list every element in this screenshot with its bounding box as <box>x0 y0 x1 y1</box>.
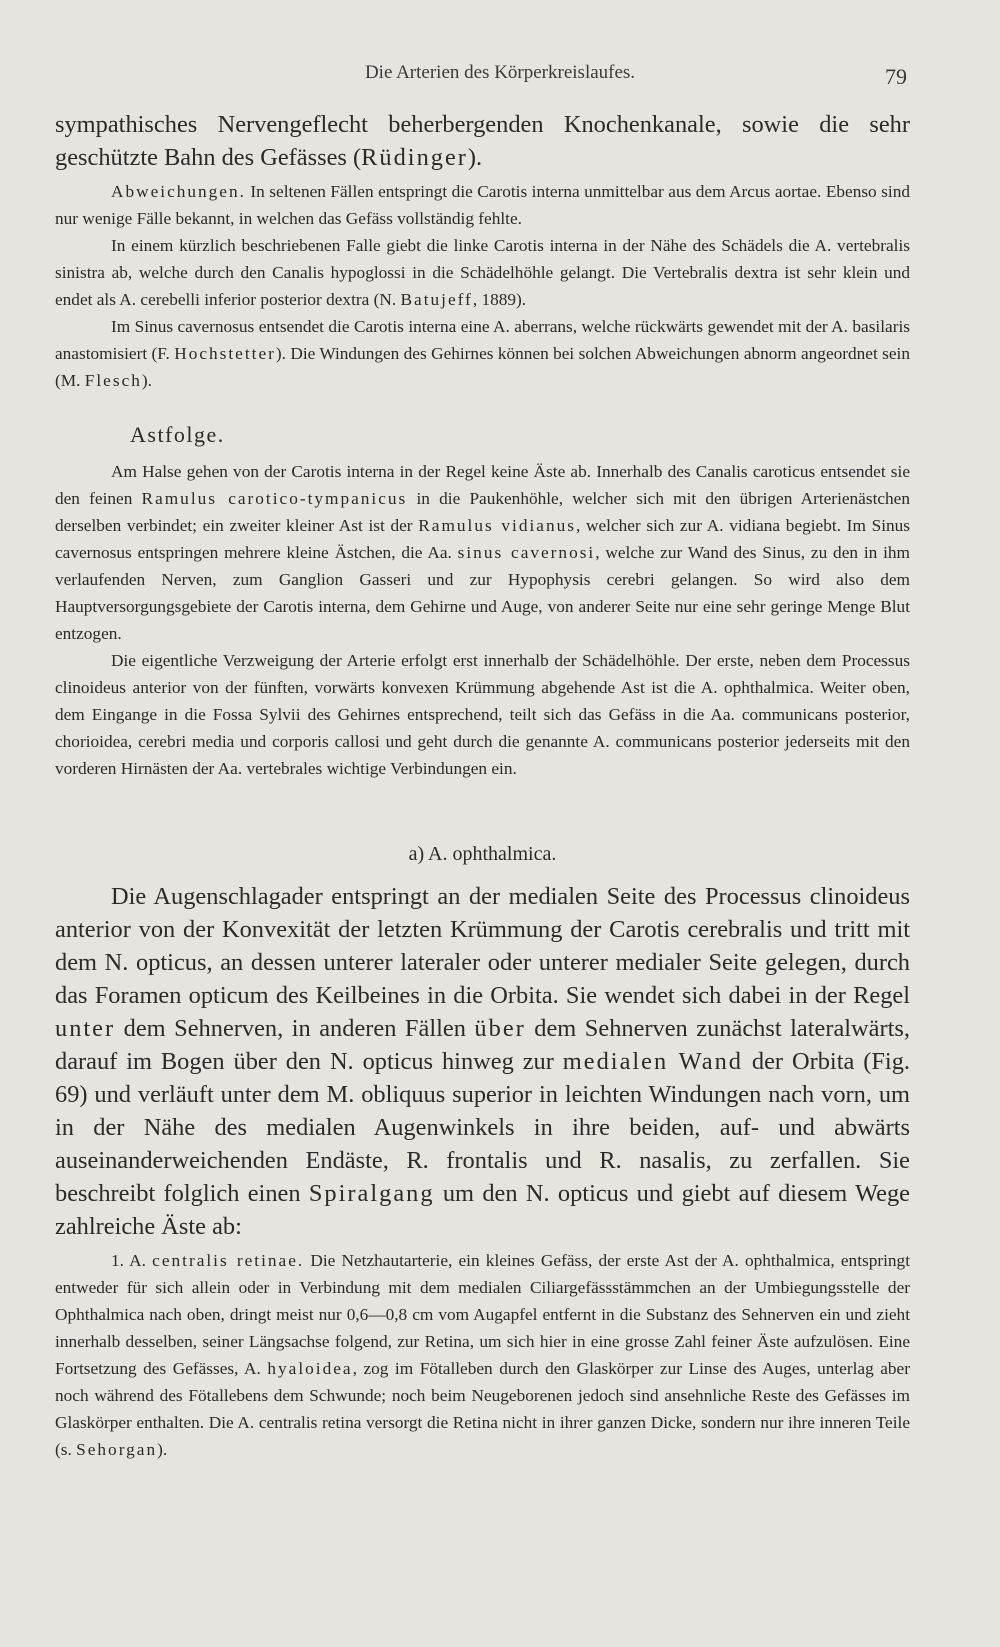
astfolge-term-2: Ramulus vidianus <box>418 516 576 535</box>
abweichungen-paragraph-2 <box>55 232 910 313</box>
astfolge-p1-b: in die Paukenhöhle, welcher sich mit den übrigen Arterienästchen derselben verbindet; ein zweiter kleiner Ast ist der <box>55 489 910 535</box>
item-1-number: 1. A. <box>111 1251 146 1270</box>
intro-end: ). <box>467 144 483 171</box>
intro-block <box>55 108 910 174</box>
item-1-term: centralis retinae. <box>152 1251 305 1270</box>
astfolge-term-3: sinus cavernosi <box>457 543 596 562</box>
astfolge-paragraph-2: Die eigentliche Verzweigung der Arterie erfolgt erst innerhalb der Schädelhöhle. Der erste, neben dem Processus clinoideus anterior von der fünften, vorwärts konvexen Krümmung abgehende Ast ist die A. ophthalmica. Weiter oben, dem Eingange in die Fossa Sylvii des Gehirnes entsprechend, teilt sich das Gefäss in die Aa. communicans posterior, chorioidea, cerebri media und corporis callosi und geht durch die genannte A. communicans posterior jederseits mit den vorderen Hirnästen der Aa. vertebrales wichtige Verbindungen ein. <box>55 651 910 778</box>
abweichungen-paragraph-1 <box>55 178 910 232</box>
ophthalmica-medialen: medialen Wand <box>562 1048 743 1075</box>
abweichungen-p2-end: , 1889). <box>472 290 527 309</box>
abweichungen-p3-mid: ). Die Windungen des Gehirnes können bei solchen Abweichungen abnorm angeordnet sein (M. <box>55 344 910 390</box>
abweichungen-p3-text: Im Sinus cavernosus entsendet die Carotis interna eine A. aberrans, welche rückwärts gewendet mit der A. basilaris anastomisiert (F. <box>55 317 910 363</box>
ophthalmica-heading: a) A. ophthalmica. <box>408 843 557 865</box>
astfolge-paragraph-1 <box>55 458 910 647</box>
item-1-t3: ). <box>157 1440 168 1459</box>
ophthalmica-e: um den N. opticus und giebt auf diesem Wege zahlreiche Äste ab: <box>55 1180 910 1240</box>
intro-text: sympathisches Nervengeflecht beherbergenden Knochenkanale, sowie die sehr geschützte Bahn des Gefässes ( <box>55 111 910 171</box>
ophthalmica-heading-block <box>55 843 910 866</box>
astfolge-term-1: Ramulus carotico-tympanicus <box>141 489 408 508</box>
running-title: Die Arterien des Körperkreislaufes. <box>364 62 636 83</box>
abweichungen-p3-end: ). <box>141 371 152 390</box>
astfolge-p1-a: Am Halse gehen von der Carotis interna in der Regel keine Äste ab. Innerhalb des Canalis caroticus entsendet sie den feinen <box>55 462 910 508</box>
astfolge-p1-c: , welcher sich zur A. vidiana begiebt. Im Sinus cavernosus entspringen mehrere kleine Ästchen, die Aa. <box>55 516 910 562</box>
ophthalmica-c: dem Sehnerven zunächst lateralwärts, darauf im Bogen über den N. opticus hinweg zur <box>55 1015 910 1075</box>
item-1-block <box>55 1247 910 1463</box>
abweichungen-p3-author2: Flesch <box>84 371 142 390</box>
ophthalmica-paragraph <box>55 880 910 1243</box>
abweichungen-block <box>55 178 910 394</box>
item-1-term2: hyaloidea <box>267 1359 353 1378</box>
ophthalmica-ueber: über <box>474 1015 526 1042</box>
item-1-t2: , zog im Fötalleben durch den Glaskörper zur Linse des Auges, unterlag aber noch während des Fötallebens dem Schwunde; noch beim Neugeborenen jedoch sind ansehnliche Reste des Gefässes im Glaskörper enthalten. Die A. centralis retina versorgt die Retina nicht in ihrer ganzen Dicke, sondern nur ihre inneren Teile (s. <box>55 1359 910 1459</box>
item-1-paragraph <box>55 1247 910 1463</box>
astfolge-title-block <box>55 422 910 448</box>
ophthalmica-b: dem Sehnerven, in anderen Fällen <box>115 1015 475 1042</box>
astfolge-title: Astfolge. <box>130 422 225 447</box>
intro-author: Rüdinger <box>361 144 468 171</box>
item-1-term3: Sehorgan <box>76 1440 158 1459</box>
abweichungen-p3-author1: Hochstetter <box>174 344 276 363</box>
astfolge-block <box>55 458 910 782</box>
ophthalmica-unter: unter <box>55 1015 116 1042</box>
astfolge-p1-d: , welche zur Wand des Sinus, zu den in ihm verlaufenden Nerven, zum Ganglion Gasseri und zur Hypophysis cerebri gelangen. So wird also dem Hauptversorgungsgebiete der Carotis interna, dem Gehirne und Auge, von anderer Seite nur eine sehr geringe Menge Blut entzogen. <box>55 543 910 643</box>
page-number: 79 <box>885 64 907 89</box>
item-1-t1: Die Netzhautarterie, ein kleines Gefäss, der erste Ast der A. ophthalmica, entspringt entweder für sich allein oder in Verbindung mit dem medialen Ciliargefässstämmchen an der Umbiegungsstelle der Ophthalmica nach oben, dringt meist nur 0,6—0,8 cm vom Augapfel entfernt in die Substanz des Sehnerven ein und zieht innerhalb desselben, seiner Längsachse folgend, zur Retina, um sich hier in eine grosse Zahl feiner Äste aufzulösen. Eine Fortsetzung des Gefässes, A. <box>55 1251 910 1378</box>
abweichungen-p1-text: In seltenen Fällen entspringt die Carotis interna unmittelbar aus dem Arcus aortae. Ebenso sind nur wenige Fälle bekannt, in welchen das Gefäss vollständig fehlte. <box>55 182 910 228</box>
abweichungen-paragraph-3 <box>55 313 910 394</box>
abweichungen-p2-author: Batujeff <box>400 290 473 309</box>
ophthalmica-a: Die Augenschlagader entspringt an der medialen Seite des Processus clinoideus anterior von der Konvexität der letzten Krümmung der Carotis cerebralis und tritt mit dem N. opticus, an dessen unterer lateraler oder unterer medialer Seite gelegen, durch das Foramen opticum des Keilbeines in die Orbita. Sie wendet sich dabei in der Regel <box>55 883 910 1009</box>
abweichungen-label: Abweichungen. <box>111 182 246 201</box>
ophthalmica-block <box>55 880 910 1243</box>
abweichungen-p2-text: In einem kürzlich beschriebenen Falle giebt die linke Carotis interna in der Nähe des Schädels die A. vertebralis sinistra ab, welche durch den Canalis hypoglossi in die Schädelhöhle gelangt. Die Vertebralis dextra ist sehr klein und endet als A. cerebelli inferior posterior dextra (N. <box>55 236 910 309</box>
ophthalmica-spiral: Spiralgang <box>308 1180 435 1207</box>
ophthalmica-d: der Orbita (Fig. 69) und verläuft unter dem M. obliquus superior in leichten Windungen nach vorn, um in der Nähe des medialen Augenwinkels in ihre beiden, auf- und abwärts auseinanderweichenden Endäste, R. frontalis und R. nasalis, zu zerfallen. Sie beschreibt folglich einen <box>55 1048 910 1207</box>
intro-paragraph <box>55 108 910 174</box>
